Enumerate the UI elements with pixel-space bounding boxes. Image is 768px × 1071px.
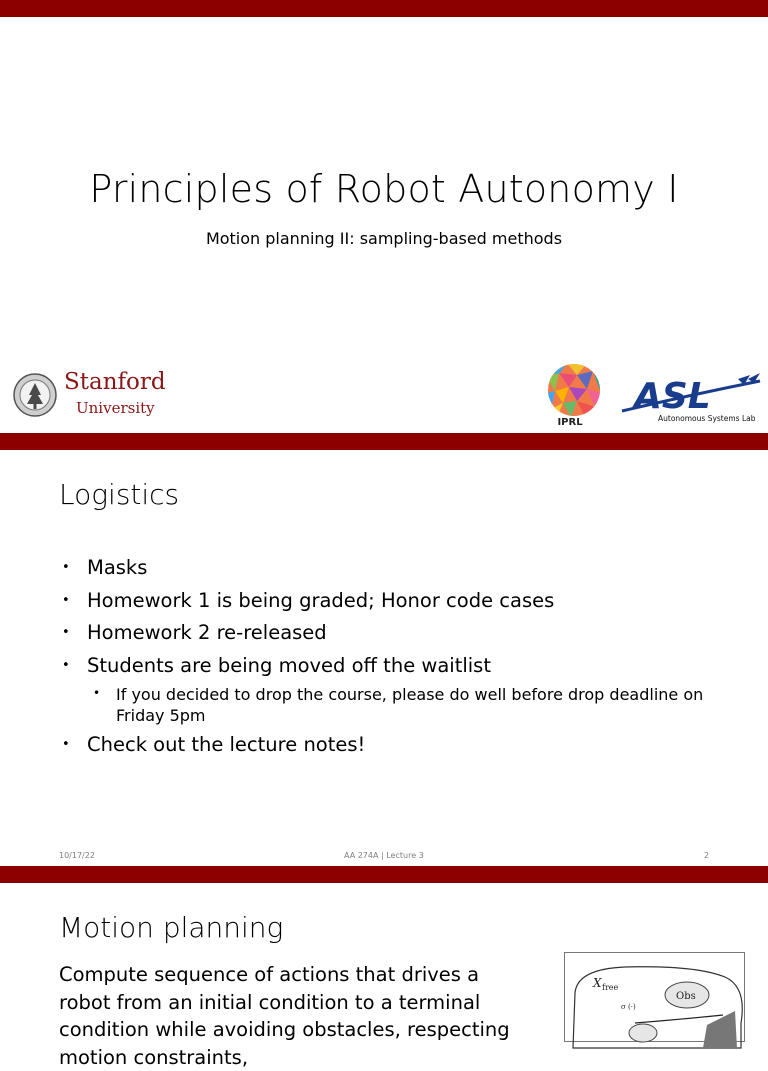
asl-subtitle: Autonomous Systems Lab	[658, 414, 756, 423]
top-accent-bar	[0, 0, 768, 17]
configuration-space-figure	[564, 952, 745, 1042]
list-item	[62, 652, 722, 726]
list-item: • Homework 1 is being graded; Honor code cases	[62, 587, 722, 615]
slide-divider-bar-2	[0, 866, 768, 883]
stanford-name: Stanford	[64, 369, 166, 395]
stanford-university: University	[76, 399, 155, 417]
logistics-slide	[0, 450, 768, 867]
sub-list-item: • If you decided to drop the course, please do well before drop deadline on Friday 5pm	[87, 684, 722, 726]
slide-heading: Motion planning	[59, 911, 284, 944]
bullet-list	[62, 554, 722, 763]
path-label: σ (·)	[621, 1003, 636, 1011]
slide-body-text: Compute sequence of actions that drives a robot from an initial condition to a terminal condition while avoiding obstacles, respecting motion constraints,	[59, 963, 510, 1069]
list-item: • Masks	[62, 554, 722, 582]
iprl-mosaic-icon	[547, 363, 601, 417]
asl-wordmark-icon	[620, 373, 762, 417]
iprl-label: IPRL	[557, 417, 583, 428]
free-space-subscript: free	[602, 983, 619, 992]
sub-bullet-list	[87, 684, 722, 726]
list-item-text: Students are being moved off the waitlist	[87, 653, 491, 677]
obstacle-label: Obs	[676, 991, 696, 1002]
svg-text:ASL: ASL	[634, 376, 711, 417]
footer-course: AA 274A | Lecture 3	[344, 851, 424, 860]
list-item: • Homework 2 re-released	[62, 619, 722, 647]
list-item: • Check out the lecture notes!	[62, 731, 722, 759]
asl-logo	[620, 373, 762, 425]
slide-subtitle: Motion planning II: sampling-based methods	[205, 229, 563, 248]
footer-date: 10/17/22	[59, 851, 95, 860]
motion-planning-slide	[0, 883, 768, 1069]
slide-divider-bar-1	[0, 433, 768, 450]
free-space-diagram-icon	[565, 953, 746, 1043]
free-space-label: X	[593, 976, 602, 990]
slide-title: Principles of Robot Autonomy I	[89, 167, 679, 211]
slide-heading: Logistics	[59, 478, 180, 511]
stanford-seal-icon	[13, 373, 57, 417]
stanford-logo	[13, 369, 183, 421]
iprl-logo	[547, 363, 601, 433]
title-slide	[0, 17, 768, 433]
footer-page-number: 2	[704, 851, 710, 860]
